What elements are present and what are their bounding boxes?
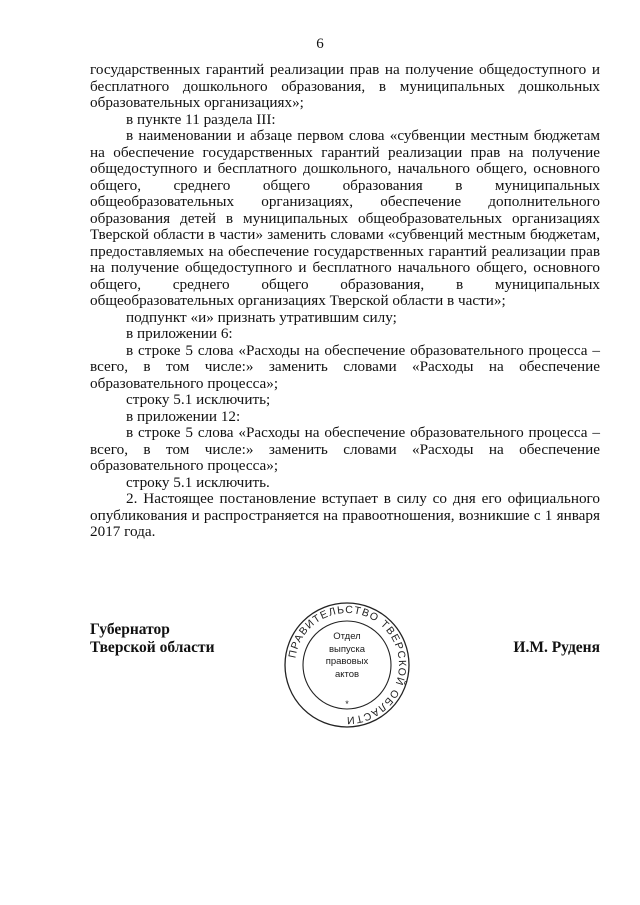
page-number: 6 [316,36,324,52]
position-line-2: Тверской области [90,639,215,656]
body-paragraph: 2. Настоящее постановление вступает в силу со дня его официального опубликования и распространяется на правоотношения, возникшие с 1 января 2017 года. [90,490,600,540]
signatory-name: И.М. Руденя [513,639,600,656]
body-paragraph: строку 5.1 исключить; [126,391,271,408]
stamp-inner-text [316,631,378,681]
position-line-1: Губернатор [90,621,170,638]
body-paragraph: государственных гарантий реализации прав на получение общедоступного и бесплатного дошкольного образования, в муниципальных дошкольных образовательных организациях»; [90,61,600,111]
signature-position [90,621,215,657]
body-paragraph: в строке 5 слова «Расходы на обеспечение образовательного процесса – всего, в том числе:» заменить словами «Расходы на обеспечение образовательного процесса»; [90,341,600,392]
stamp-line: актов [334,668,360,680]
body-paragraph: в приложении 12: [126,407,241,425]
document-body [90,62,600,541]
body-paragraph: строку 5.1 исключить. [126,473,270,491]
stamp-star-icon: * [345,699,349,709]
body-paragraph: в пункте 11 раздела III: [126,110,276,128]
official-stamp [283,601,411,729]
body-paragraph: в наименовании и абзаце первом слова «субвенции местным бюджетам на обеспечение государственных гарантий реализации прав на получение общедоступного и бесплатного дошкольного, начального общего, основного общего, среднего общего образования в муниципальных общеобразовательных организациях, обеспечение дополнительного образования детей в муниципальных общеобразовательных организациях Тверской области в части» заменить словами «субвенций местным бюджетам, предоставляемых на обеспечение государственных гарантий реализации прав на получение общедоступного и бесплатного начального общего, основного общего, среднего общего образования, в муниципальных общеобразовательных организациях Тверской области в части»; [90,127,600,309]
stamp-ring-text: ПРАВИТЕЛЬСТВО ТВЕРСКОЙ ОБЛАСТИ [286,603,409,727]
stamp-line: правовых [325,656,369,667]
body-paragraph: в строке 5 слова «Расходы на обеспечение образовательного процесса – всего, в том числе:» заменить словами «Расходы на обеспечение образовательного процесса»; [90,424,600,474]
body-paragraph: в приложении 6: [126,325,233,342]
body-paragraph: подпункт «и» признать утратившим силу; [126,308,397,326]
stamp-line: выпуска [328,643,366,655]
stamp-line: Отдел [333,631,361,642]
